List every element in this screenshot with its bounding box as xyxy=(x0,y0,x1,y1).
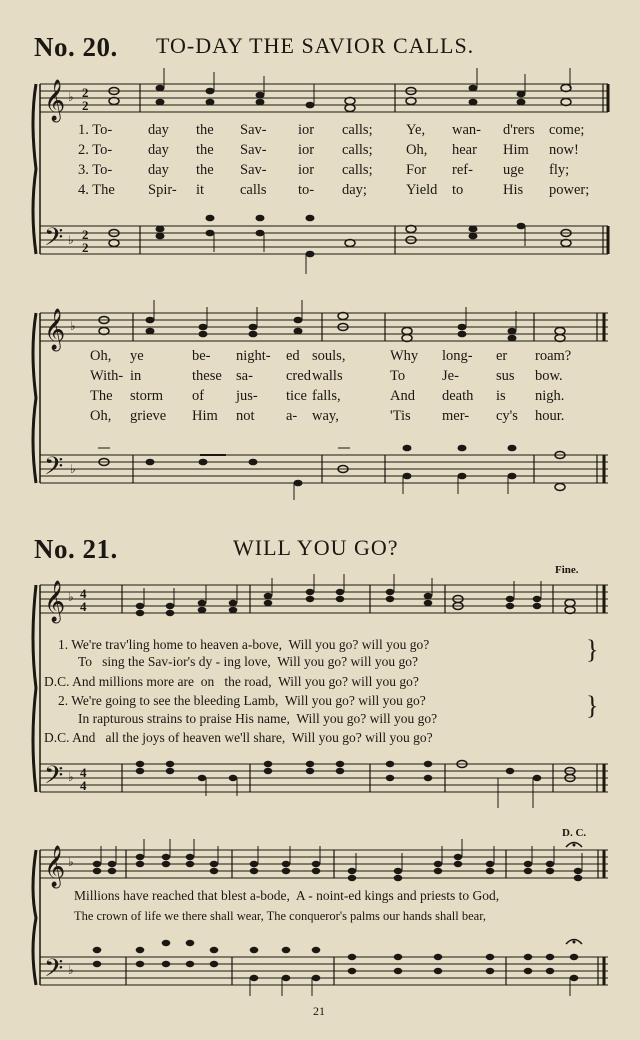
svg-text:𝄞: 𝄞 xyxy=(44,846,66,887)
hymn-20-verse-syllable: ed xyxy=(286,348,300,364)
hymn-20-verse-syllable: Oh, xyxy=(90,408,112,424)
svg-text:𝄢: 𝄢 xyxy=(44,761,64,796)
hymn-20-verse-syllable: 3. To- xyxy=(78,162,113,178)
svg-text:♭: ♭ xyxy=(70,319,76,333)
hymn-20-verse-syllable: ref- xyxy=(452,162,473,178)
verse-line: 2. We're going to see the bleeding Lamb, Will you go? will you go? xyxy=(58,693,426,708)
hymn-20-verse-syllable: is xyxy=(496,388,506,404)
svg-text:♭: ♭ xyxy=(70,462,76,476)
svg-text:♭: ♭ xyxy=(68,233,74,247)
hymn-20-bass-notes-1 xyxy=(109,215,571,258)
verse-line: D.C. And millions more are on the road, Will you go? will you go? xyxy=(44,674,419,689)
hymn-20-number: No. 20. xyxy=(34,32,118,62)
hymn-20-verse-syllable: To xyxy=(390,368,406,384)
hymn-20-verse-syllable: Sav- xyxy=(240,142,267,158)
svg-text:2: 2 xyxy=(82,98,89,113)
svg-text:♭: ♭ xyxy=(68,770,74,784)
svg-text:4: 4 xyxy=(80,778,87,793)
hymn-20-verse-syllable: Why xyxy=(390,348,419,364)
hymn-20-verse-syllable: 2. To- xyxy=(78,142,113,158)
hymn-20-verse-syllable: His xyxy=(503,182,524,198)
hymn-20-verse-syllable: nigh. xyxy=(535,388,565,404)
hymn-20-verse-syllable: Yield xyxy=(406,182,438,198)
hymn-20-verse-syllable: these xyxy=(192,368,222,384)
hymn-20-verse-syllable: the xyxy=(196,142,214,158)
hymn-20-verse-syllable: Je- xyxy=(442,368,459,384)
verse-line: D.C. And all the joys of heaven we'll share, Will you go? will you go? xyxy=(44,730,433,745)
hymn-21-number: No. 21. xyxy=(34,534,118,564)
svg-text:♭: ♭ xyxy=(68,963,74,977)
hymn-20-verse-syllable: Sav- xyxy=(240,162,267,178)
hymn-20-verse-syllable: Oh, xyxy=(406,142,428,158)
hymn-20-verse-syllable: ye xyxy=(130,348,144,364)
hymn-20-verse-syllable: calls; xyxy=(342,122,373,138)
hymn-20-verse-syllable: Spir- xyxy=(148,182,177,198)
hymn-20-verse-syllable: the xyxy=(196,122,214,138)
hymn-20-verse-syllable: ior xyxy=(298,162,315,178)
hymn-20-verse-syllable: souls, xyxy=(312,348,346,364)
refrain-line: Millions have reached that blest a-bode, A - noint-ed kings and priests to God, xyxy=(74,888,500,903)
svg-text:4: 4 xyxy=(80,586,87,601)
hymn-20-verse-syllable: the xyxy=(196,162,214,178)
hymn-20-verse-syllable: For xyxy=(406,162,427,178)
verse-line: To sing the Sav-ior's dy - ing love, Will you go? will you go? xyxy=(78,654,419,669)
hymn-20-verse-syllable: mer- xyxy=(442,408,470,424)
hymn-20-verse-syllable: jus- xyxy=(236,388,258,404)
hymn-20-verse-syllable: way, xyxy=(312,408,339,424)
svg-text:𝄞: 𝄞 xyxy=(44,581,66,622)
hymn-20-verse-syllable: hour. xyxy=(535,408,565,424)
hymn-20-verse-syllable: er xyxy=(496,348,508,364)
hymn-20-verse-syllable: bow. xyxy=(535,368,563,384)
hymn-20-verse-syllable: Him xyxy=(192,408,218,424)
hymn-20-verse-syllable: not xyxy=(236,408,255,424)
hymn-20-verse-syllable: walls xyxy=(312,368,343,384)
hymn-20-verse-syllable: sa- xyxy=(236,368,253,384)
hymn-20-title: TO-DAY THE SAVIOR CALLS. xyxy=(156,33,475,58)
svg-text:2: 2 xyxy=(82,240,89,255)
hymn-20-verse-syllable: 1. To- xyxy=(78,122,113,138)
verse-line: 1. We're trav'ling home to heaven a-bove, Will you go? will you go? xyxy=(58,637,430,652)
hymn-20-verse-syllable: The xyxy=(90,388,113,404)
hymn-20-verse-syllable: Oh, xyxy=(90,348,112,364)
hymn-20-verse-syllable: calls; xyxy=(342,142,373,158)
hymn-20-verse-syllable: falls, xyxy=(312,388,341,404)
hymn-20-verse-syllable: 4. The xyxy=(78,182,115,198)
hymn-20-verse-syllable: power; xyxy=(549,182,590,198)
hymn-20-verse-syllable: of xyxy=(192,388,205,404)
hymn-20-verse-syllable: 'Tis xyxy=(390,408,411,424)
svg-text:♭: ♭ xyxy=(68,855,74,869)
svg-text:𝄢: 𝄢 xyxy=(44,452,64,487)
hymn-20-verse-syllable: grieve xyxy=(130,408,167,424)
refrain-line: The crown of life we there shall wear, The conqueror's palms our hands shall bear, xyxy=(74,909,486,923)
hymn-20-verse-syllable: day; xyxy=(342,182,367,198)
svg-text:4: 4 xyxy=(80,599,87,614)
verse-line: In rapturous strains to praise His name, Will you go? will you go? xyxy=(78,711,438,726)
svg-text:4: 4 xyxy=(80,765,87,780)
hymn-20-verse-syllable: be- xyxy=(192,348,211,364)
hymn-21-title: WILL YOU GO? xyxy=(233,535,399,560)
svg-text:𝄞: 𝄞 xyxy=(44,80,66,121)
hymn-20-verse-syllable: calls xyxy=(240,182,267,198)
svg-text:♭: ♭ xyxy=(68,90,74,104)
hymn-20-verse-syllable: Sav- xyxy=(240,122,267,138)
svg-text:𝄢: 𝄢 xyxy=(44,954,64,989)
verse-brace: } xyxy=(586,635,599,664)
svg-text:𝄞: 𝄞 xyxy=(44,309,66,350)
hymn-20-verse-syllable: night- xyxy=(236,348,271,364)
hymn-20-verse-syllable: calls; xyxy=(342,162,373,178)
hymn-20-verse-syllable: a- xyxy=(286,408,298,424)
hymn-20-verse-syllable: come; xyxy=(549,122,585,138)
hymn-20-verse-syllable: long- xyxy=(442,348,473,364)
hymn-20-verse-syllable: cy's xyxy=(496,408,518,424)
svg-text:𝄢: 𝄢 xyxy=(44,223,64,258)
svg-text:2: 2 xyxy=(82,227,89,242)
hymn-20-verse-syllable: With- xyxy=(90,368,124,384)
hymn-20-verse-syllable: to- xyxy=(298,182,315,198)
verse-brace: } xyxy=(586,691,599,720)
hymn-20-verse-syllable: fly; xyxy=(549,162,570,178)
hymn-20-verse-syllable: uge xyxy=(503,162,524,178)
hymn-20-verse-syllable: now! xyxy=(549,142,579,158)
svg-text:♭: ♭ xyxy=(68,590,74,604)
hymn-20-verse-syllable: d'rers xyxy=(503,122,535,138)
hymn-20-verse-syllable: Him xyxy=(503,142,529,158)
hymn-20-verse-syllable: death xyxy=(442,388,474,404)
hymn-20-verse-syllable: in xyxy=(130,368,142,384)
da-capo-marking: D. C. xyxy=(562,827,587,839)
hymn-20-verse-syllable: tice xyxy=(286,388,307,404)
hymn-20-verse-syllable: ior xyxy=(298,142,315,158)
hymn-20-verse-syllable: wan- xyxy=(452,122,481,138)
page-number: 21 xyxy=(313,1004,325,1018)
hymn-20-verse-syllable: ior xyxy=(298,122,315,138)
hymn-20-verse-syllable: it xyxy=(196,182,205,198)
hymn-20-verse-syllable: to xyxy=(452,182,464,198)
hymn-20-verse-syllable: sus xyxy=(496,368,515,384)
hymn-20-verse-syllable: day xyxy=(148,142,169,158)
svg-text:2: 2 xyxy=(82,85,89,100)
fine-marking: Fine. xyxy=(555,564,579,576)
hymn-20-treble-staff-1 xyxy=(40,84,608,112)
hymn-20-verse-syllable: And xyxy=(390,388,415,404)
hymn-20-verse-syllable: day xyxy=(148,122,169,138)
hymn-20-verse-syllable: roam? xyxy=(535,348,572,364)
hymn-20-verse-syllable: day xyxy=(148,162,169,178)
hymn-20-bass-staff-1 xyxy=(40,226,608,254)
hymn-20-verse-syllable: storm xyxy=(130,388,164,404)
hymn-20-verse-syllable: hear xyxy=(452,142,477,158)
hymn-20-verse-syllable: cred xyxy=(286,368,311,384)
hymn-20-verse-syllable: Ye, xyxy=(406,122,426,138)
